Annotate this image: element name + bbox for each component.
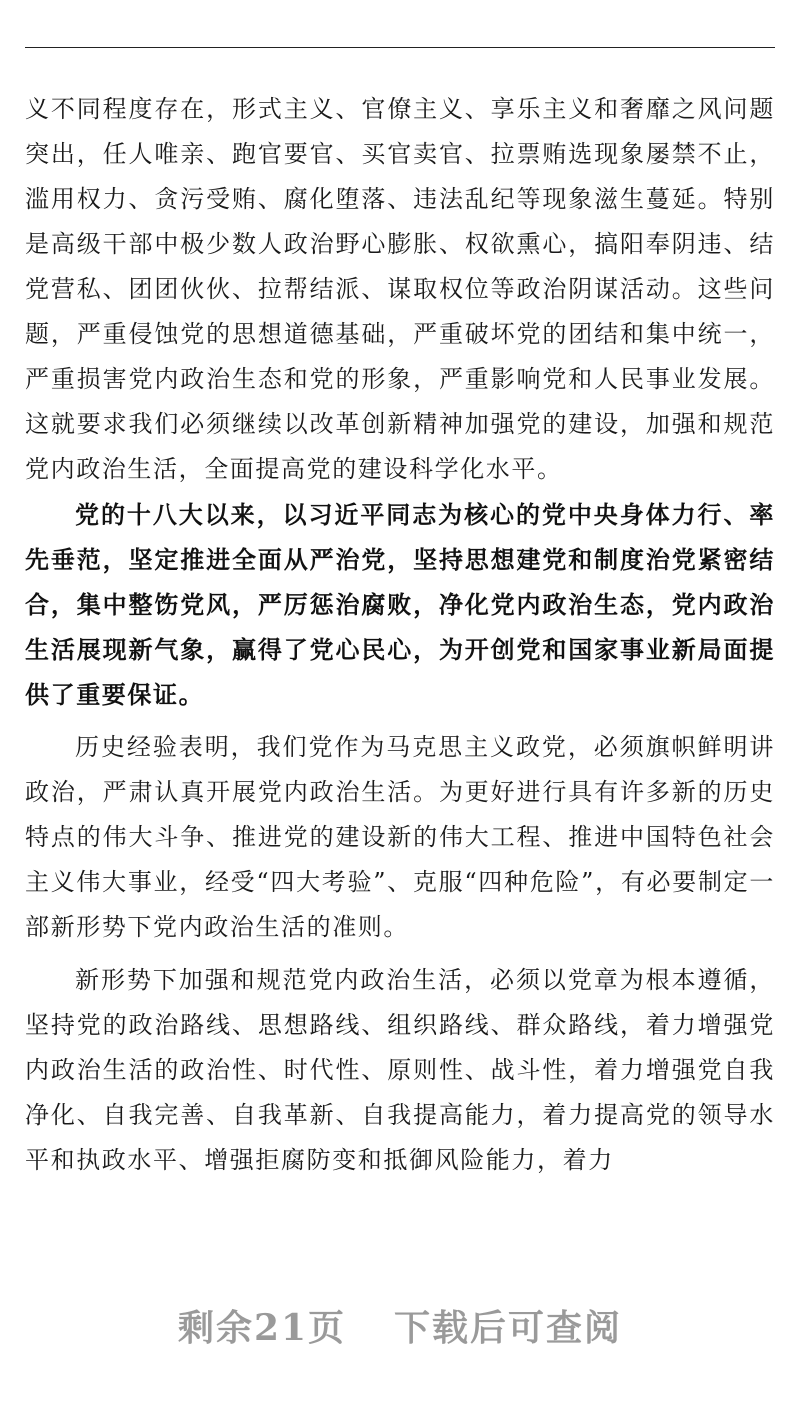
paragraph-4: 新形势下加强和规范党内政治生活，必须以党章为根本遵循，坚持党的政治路线、思想路线、组织路线、群众路线，着力增强党内政治生活的政治性、时代性、原则性、战斗性，着力增强党自我净化、自我完善、自我革新、自我提高能力，着力提高党的领导水平和执政水平、增强拒腐防变和抵御风险能力，着力 [25, 966, 775, 1174]
paragraph-2-bold: 党的十八大以来，以习近平同志为核心的党中央身体力行、率先垂范，坚定推进全面从严治党，坚持思想建党和制度治党紧密结合，集中整饬党风，严厉惩治腐败，净化党内政治生态，党内政治生活展现新气象，赢得了党心民心，为开创党和国家事业新局面提供了重要保证。 [25, 500, 775, 709]
paragraph-3: 历史经验表明，我们党作为马克思主义政党，必须旗帜鲜明讲政治，严肃认真开展党内政治生活。为更好进行具有许多新的历史特点的伟大斗争、推进党的建设新的伟大工程、推进中国特色社会主义伟大事业，经受“四大考验”、克服“四种危险”，有必要制定一部新形势下党内政治生活的准则。 [25, 733, 775, 941]
download-banner[interactable] [0, 1300, 800, 1351]
download-prompt-label[interactable]: 下载后可查阅 [394, 1307, 623, 1349]
remaining-pages-label[interactable]: 剩余21页 [177, 1307, 347, 1349]
paragraph-1: 义不同程度存在，形式主义、官僚主义、享乐主义和奢靡之风问题突出，任人唯亲、跑官要官、买官卖官、拉票贿选现象屡禁不止，滥用权力、贪污受贿、腐化堕落、违法乱纪等现象滋生蔓延。特别是高级干部中极少数人政治野心膨胀、权欲熏心，搞阳奉阴违、结党营私、团团伙伙、拉帮结派、谋取权位等政治阴谋活动。这些问题，严重侵蚀党的思想道德基础，严重破坏党的团结和集中统一，严重损害党内政治生态和党的形象，严重影响党和人民事业发展。这就要求我们必须继续以改革创新精神加强党的建设，加强和规范党内政治生活，全面提高党的建设科学化水平。 [25, 95, 775, 483]
header-rule [25, 47, 775, 48]
document-body [25, 87, 775, 1183]
